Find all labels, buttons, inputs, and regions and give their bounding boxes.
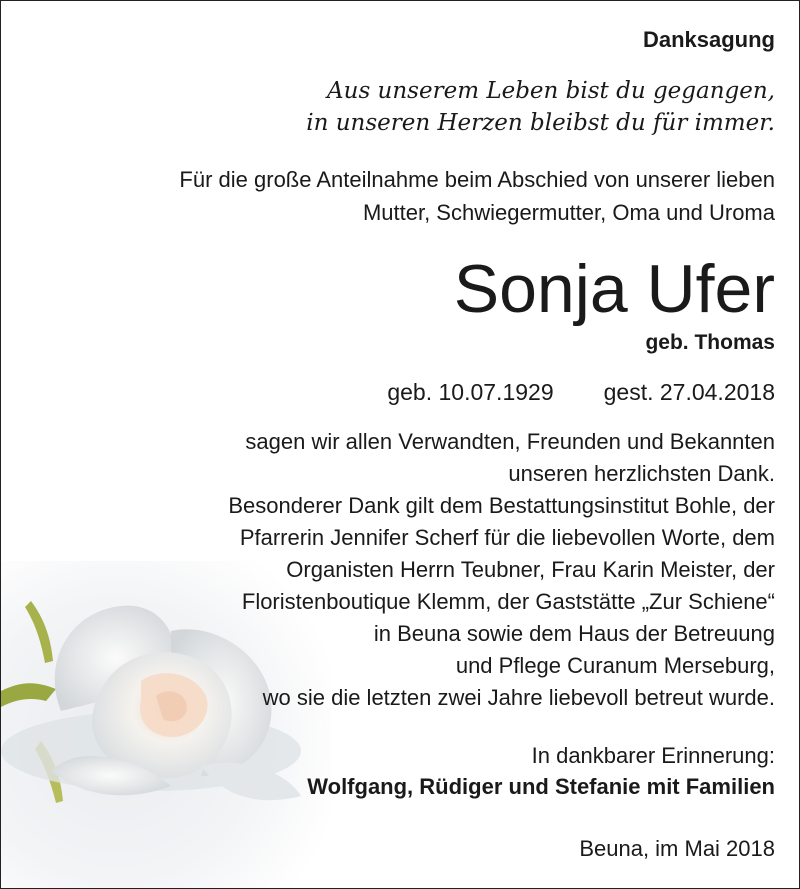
thanks-line: Organisten Herrn Teubner, Frau Karin Meister, der [286, 557, 775, 582]
death-date: gest. 27.04.2018 [603, 379, 775, 405]
maiden-name: geb. Thomas [645, 331, 775, 354]
deceased-name: Sonja Ufer [453, 251, 775, 327]
thanks-line: Pfarrerin Jennifer Scherf für die liebevollen Worte, dem [239, 525, 775, 550]
life-dates [387, 379, 775, 406]
motto-line: Aus unserem Leben bist du gegangen, [327, 78, 775, 104]
place-date: Beuna, im Mai 2018 [579, 836, 775, 861]
thanks-line: Floristenboutique Klemm, der Gaststätte „Zur Schiene“ [241, 589, 775, 614]
intro-text [179, 163, 775, 229]
thanks-line: sagen wir allen Verwandten, Freunden und Bekannten [245, 429, 775, 454]
family-signature: Wolfgang, Rüdiger und Stefanie mit Familien [307, 774, 775, 799]
notice-heading: Danksagung [642, 27, 775, 52]
motto-line: in unseren Herzen bleibst du für immer. [306, 110, 775, 136]
intro-line: Für die große Anteilnahme beim Abschied von unserer lieben [179, 167, 775, 192]
thanks-text [228, 426, 775, 714]
thanks-line: in Beuna sowie dem Haus der Betreuung [373, 621, 775, 646]
thanks-line: und Pflege Curanum Merseburg, [455, 653, 775, 678]
memory-line: In dankbarer Erinnerung: [531, 743, 775, 768]
motto-verse [306, 75, 775, 139]
intro-line: Mutter, Schwiegermutter, Oma und Uroma [362, 200, 775, 225]
birth-date: geb. 10.07.1929 [387, 379, 554, 405]
thanks-line: Besonderer Dank gilt dem Bestattungsinstitut Bohle, der [228, 493, 775, 518]
thanks-line: unseren herzlichsten Dank. [508, 461, 775, 486]
thanks-line: wo sie die letzten zwei Jahre liebevoll betreut wurde. [262, 685, 775, 710]
